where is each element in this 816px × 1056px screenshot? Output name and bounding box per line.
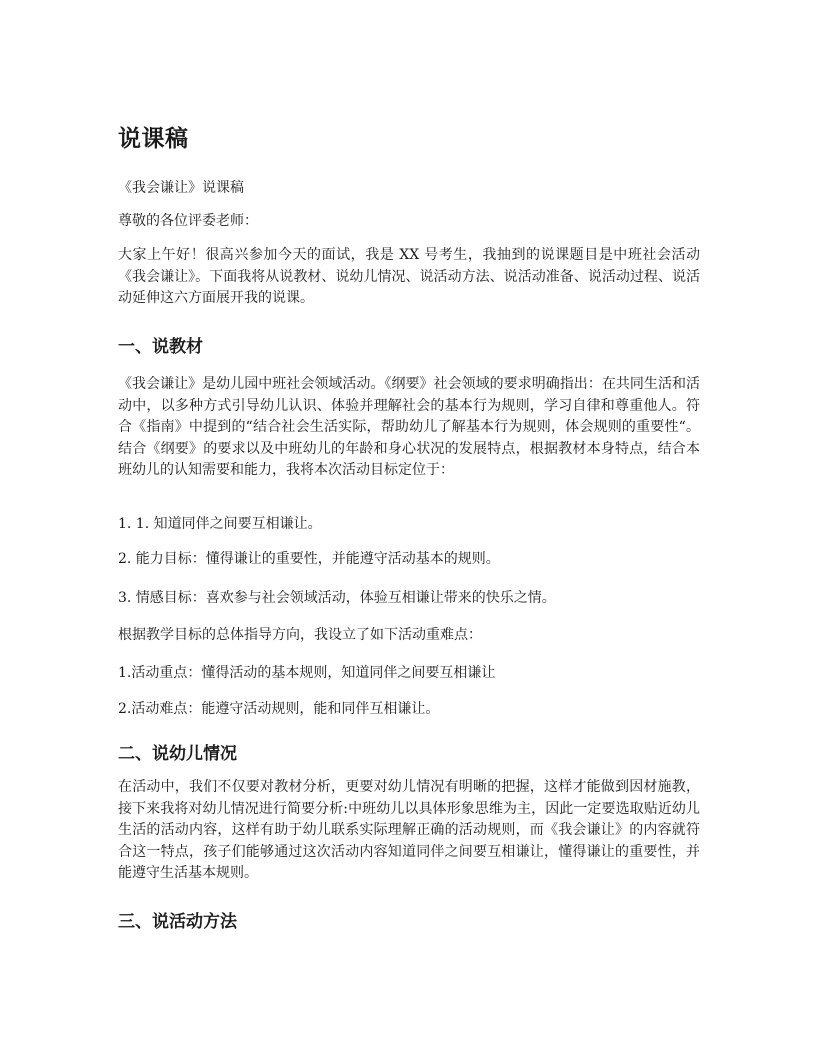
section-paragraph: 根据教学目标的总体指导方向，我设立了如下活动重难点： <box>118 627 482 643</box>
key-point-item: 1.活动重点：懂得活动的基本规则，知道同伴之间要互相谦让 <box>118 665 496 681</box>
intro-paragraph: 大家上午好！很高兴参加今天的面试，我是 XX 号考生，我抽到的说课题目是中班社会活动《我会谦让》。下面我将从说教材、说幼儿情况、说活动方法、说活动准备、说活动过程、说活动延伸这六方面展开我的说课。 <box>118 247 700 306</box>
key-point-item: 2.活动难点：能遵守活动规则，能和同伴互相谦让。 <box>118 701 440 717</box>
section-heading-teaching-material: 一、说教材 <box>118 337 203 357</box>
section-heading-children: 二、说幼儿情况 <box>118 744 237 764</box>
document-title: 说课稿 <box>118 126 189 152</box>
objective-item: 3. 情感目标：喜欢参与社会领域活动，体验互相谦让带来的快乐之情。 <box>118 590 556 606</box>
section-paragraph: 《我会谦让》是幼儿园中班社会领域活动。《纲要》社会领域的要求明确指出：在共同生活和活动中，以多种方式引导幼儿认识、体验并理解社会的基本行为规则，学习自律和尊重他人。符合《指南》中提到的“结合社会生活实际，帮助幼儿了解基本行为规则，体会规则的重要性“。结合《纲要》的要求以及中班幼儿的年龄和身心状况的发展特点，根据教材本身特点，结合本班幼儿的认知需要和能力，我将本次活动目标定位于： <box>118 376 700 478</box>
greeting: 尊敬的各位评委老师： <box>118 213 258 229</box>
objective-item: 1. 1. 知道同伴之间要互相谦让。 <box>118 516 322 532</box>
section-heading-methods: 三、说活动方法 <box>118 912 237 932</box>
document-subtitle: 《我会谦让》说课稿 <box>118 180 244 196</box>
section-paragraph: 在活动中，我们不仅要对教材分析，更要对幼儿情况有明晰的把握，这样才能做到因材施教，接下来我将对幼儿情况进行简要分析:中班幼儿以具体形象思维为主，因此一定要选取贴近幼儿生活的活动内容，这样有助于幼儿联系实际理解正确的活动规则，而《我会谦让》的内容就符合这一特点，孩子们能够通过这次活动内容知道同伴之间要互相谦让，懂得谦让的重要性，并能遵守生活基本规则。 <box>118 779 700 881</box>
objective-item: 2. 能力目标：懂得谦让的重要性，并能遵守活动基本的规则。 <box>118 551 500 567</box>
